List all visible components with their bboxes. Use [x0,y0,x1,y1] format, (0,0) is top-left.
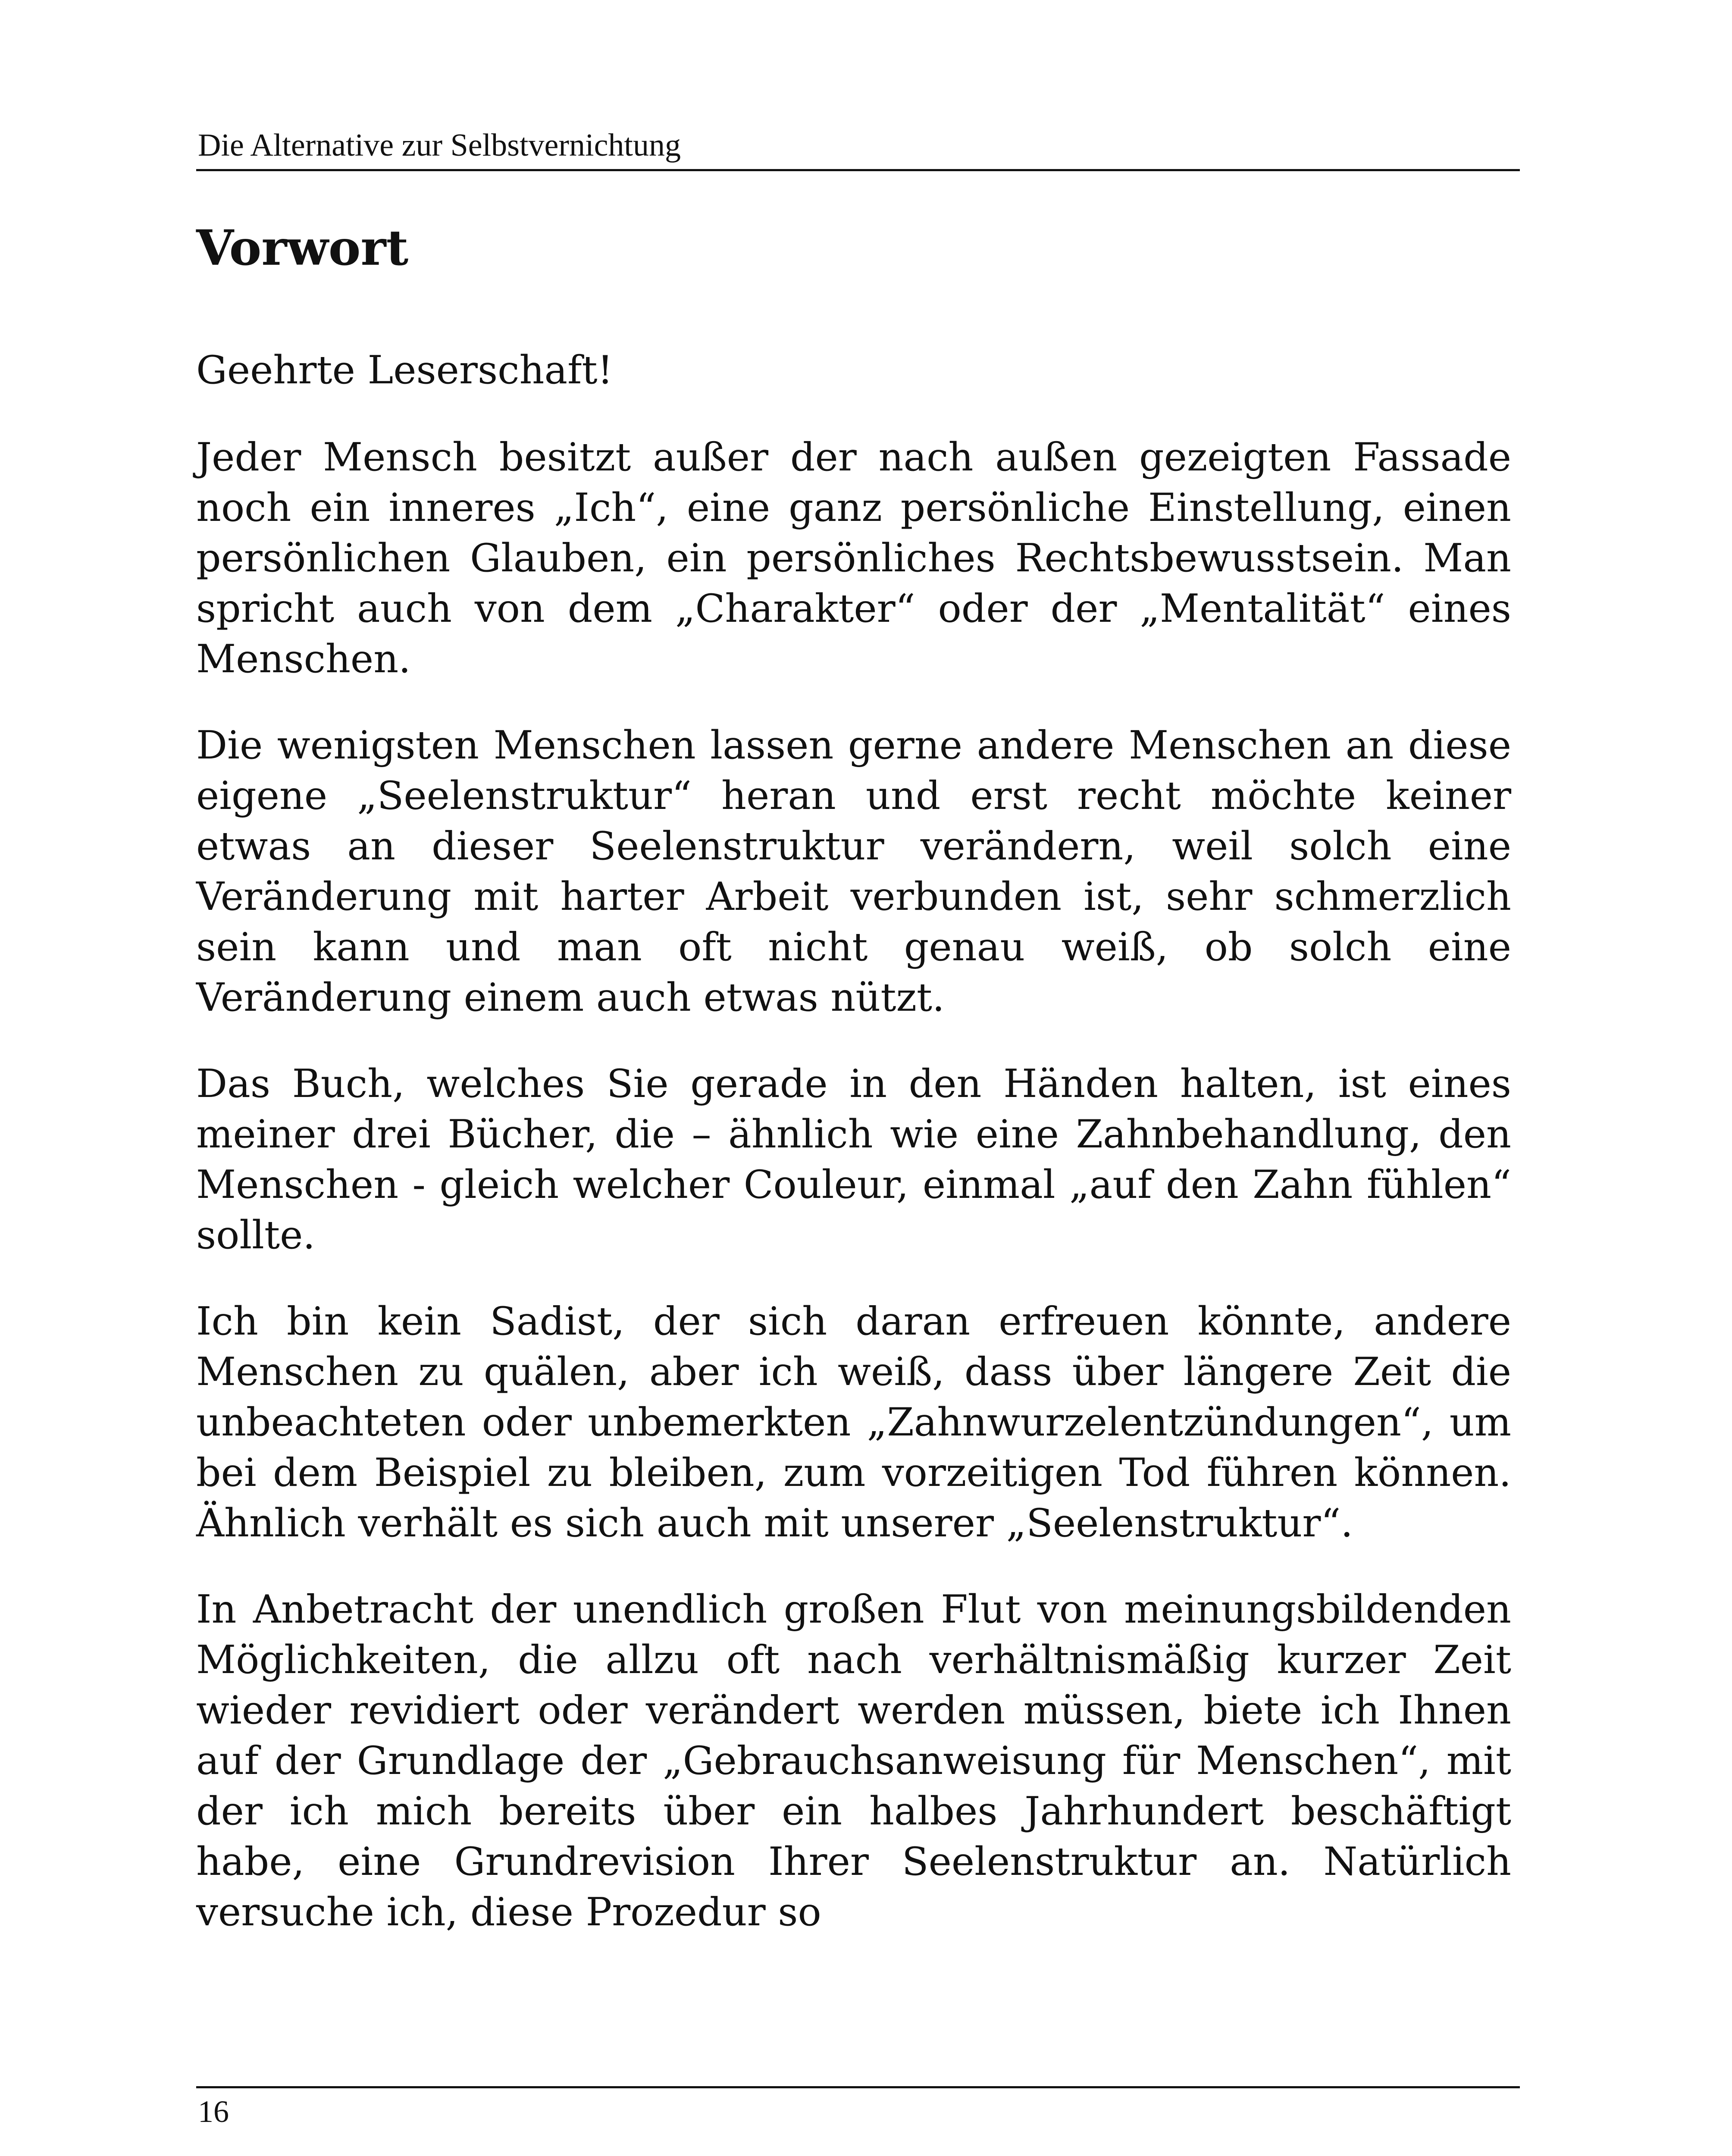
salutation: Geehrte Leserschaft! [196,348,613,393]
page-footer [196,2086,1520,2129]
paragraph-5: In Anbetracht der unendlich großen Flut von meinungsbildenden Möglichkeiten, die allzu oft nach verhältnismäßig kurzer Zeit wieder revidiert oder verändert werden müssen, biete ich Ihnen auf der Grundlage der „Gebrauchsanweisung für Menschen“, mit der ich mich bereits über ein halbes Jahrhundert beschäftigt habe, eine Grundrevision Ihrer Seelenstruktur an. Natürlich versuche ich, diese Prozedur so [196,1587,1511,1935]
paragraph-3: Das Buch, welches Sie gerade in den Händen halten, ist eines meiner drei Bücher, die – ähnlich wie eine Zahnbehandlung, den Menschen - gleich welcher Couleur, einmal „auf den Zahn fühlen“ sollte. [196,1061,1511,1258]
running-header [196,123,1520,171]
paragraph-2: Die wenigsten Menschen lassen gerne andere Menschen an diese eigene „Seelenstruktur“ heran und erst recht möchte keiner etwas an dieser Seelenstruktur verändern, weil solch eine Veränderung mit harter Arbeit verbunden ist, sehr schmerzlich sein kann und man oft nicht genau weiß, ob solch eine Veränderung einem auch etwas nützt. [196,723,1511,1020]
chapter-title: Vorwort [196,220,409,276]
page-number: 16 [198,2094,229,2129]
paragraph-1: Jeder Mensch besitzt außer der nach außen gezeigten Fassade noch ein inneres „Ich“, eine ganz persönliche Einstellung, einen persönlichen Glauben, ein persönliches Rechtsbewusstsein. Man spricht auch von dem „Charakter“ oder der „Mentalität“ eines Menschen. [196,435,1511,682]
running-title: Die Alternative zur Selbstvernichtung [198,128,681,163]
paragraph-4: Ich bin kein Sadist, der sich daran erfreuen könnte, andere Menschen zu quälen, aber ich weiß, dass über längere Zeit die unbeachteten oder unbemerkten „Zahnwurzelentzündungen“, um bei dem Beispiel zu bleiben, zum vorzeitigen Tod führen können. Ähnlich verhält es sich auch mit unserer „Seelenstruktur“. [196,1299,1511,1546]
body-text [196,345,1511,1973]
